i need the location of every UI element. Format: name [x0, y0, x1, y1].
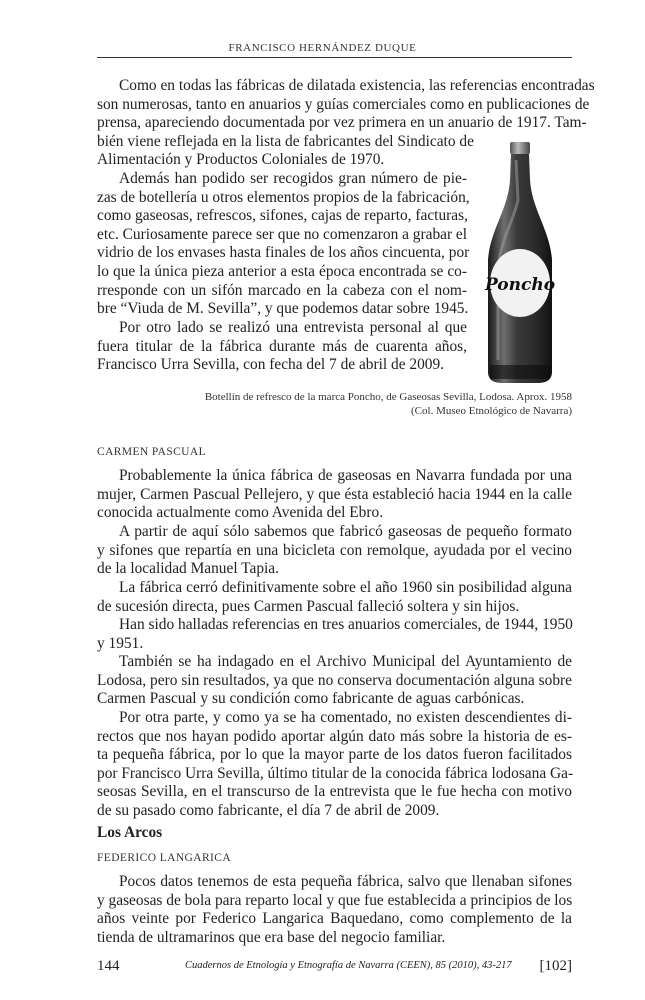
paragraph-line: de su pasado como fabricante, el día 7 de abril de 2009.	[97, 801, 440, 819]
paragraph-line: etc. Curiosamente parece ser que no comenzaron a grabar el	[97, 225, 468, 243]
paragraph-line: como gaseosas, refrescos, sifones, cajas de reparto, facturas,	[97, 207, 468, 225]
paragraph-line: vidrio de los envases hasta finales de los años cincuenta, por	[97, 244, 470, 262]
carmen-paragraph-2	[97, 523, 572, 579]
paragraph-line: bre “Viuda de M. Sevilla”, y que podemos datar sobre 1945.	[97, 300, 469, 318]
paragraph-line: Francisco Urra Sevilla, con fecha del 7 de abril de 2009.	[97, 356, 445, 374]
figure-caption-line-1: Botellín de refresco de la marca Poncho, de Gaseosas Sevilla, Lodosa. Aprox. 1958	[204, 391, 572, 403]
paragraph-line: conocida actualmente como Avenida del Ebro.	[97, 504, 384, 522]
paragraph-line: de la localidad Manuel Tapia.	[97, 560, 279, 578]
paragraph-line: Por otro lado se realizó una entrevista personal al que	[119, 319, 467, 336]
paragraph-line: rectos que nos hayan podido aportar algún dato más sobre la historia de es-	[97, 727, 572, 745]
paragraph-line: son numerosas, tanto en anuarios y guías comerciales como en publicaciones de	[97, 95, 590, 113]
figure-caption-line-2: (Col. Museo Etnológico de Navarra)	[411, 405, 572, 417]
paragraph-line: También se ha indagado en el Archivo Municipal del Ayuntamiento de	[119, 653, 572, 670]
paragraph-line: y sifones que repartía en una bicicleta con remolque, ayudada por el vecino	[97, 541, 572, 559]
paragraph-line: por Francisco Urra Sevilla, último titular de la conocida fábrica lodosana Ga-	[97, 764, 574, 782]
paragraph-line: fuera titular de la fábrica durante más de cuarenta años,	[97, 337, 467, 355]
page-number: 144	[97, 958, 120, 974]
paragraph-line: Probablemente la única fábrica de gaseosas en Navarra fundada por una	[119, 467, 572, 484]
paragraph-line: Lodosa, pero sin resultados, ya que no conserva documentación alguna sobre	[97, 671, 572, 689]
paragraph-line: zas de botellería u otros elementos propios de la fabricación,	[97, 188, 470, 206]
paragraph-line: A partir de aquí sólo sabemos que fabricó gaseosas de pequeño formato	[119, 523, 572, 540]
subheading-federico-langarica: FEDERICO LANGARICA	[97, 852, 232, 864]
running-head: FRANCISCO HERNÁNDEZ DUQUE	[228, 42, 417, 54]
los-arcos-paragraph-1	[97, 873, 572, 947]
section-heading-carmen-pascual: CARMEN PASCUAL	[97, 446, 207, 458]
figure-caption	[172, 390, 572, 418]
paragraph-line: años veinte por Federico Langarica Baquedano, como complemento de la	[97, 910, 572, 928]
paragraph-line: La fábrica cerró definitivamente sobre el año 1960 sin posibilidad alguna	[119, 579, 572, 596]
carmen-paragraph-4	[97, 616, 572, 653]
paragraph-line: y 1951.	[97, 634, 144, 652]
bracketed-page-number: [102]	[539, 958, 572, 974]
carmen-paragraph-6	[97, 709, 572, 821]
paragraph-line: de sucesión directa, pues Carmen Pascual falleció soltera y sin hijos.	[97, 597, 520, 615]
carmen-paragraph-5	[97, 653, 572, 709]
paragraph-line: prensa, apareciendo documentada por vez primera en un anuario de 1917. Tam-	[97, 114, 587, 132]
journal-citation: Cuadernos de Etnología y Etnografía de Navarra (CEEN), 85 (2010), 43-217	[185, 960, 512, 971]
carmen-paragraph-1	[97, 467, 572, 523]
header-rule	[97, 57, 572, 58]
paragraph-line: Han sido halladas referencias en tres anuarios comerciales, de 1944, 1950	[119, 616, 573, 633]
paragraph-line: Carmen Pascual y su condición como fabricante de aguas carbónicas.	[97, 690, 525, 708]
page-footer	[97, 958, 572, 976]
paragraph-line: y gaseosas de bola para reparto local y que fue establecida a principios de los	[97, 891, 573, 909]
paragraph-line: Pocos datos tenemos de esta pequeña fábrica, salvo que llenaban sifones	[119, 873, 572, 890]
paragraph-line: Alimentación y Productos Coloniales de 1970.	[97, 151, 385, 169]
paragraph-line: Además han podido ser recogidos gran número de pie-	[119, 170, 467, 187]
paragraph-line: mujer, Carmen Pascual Pellejero, y que ésta estableció hacia 1944 en la calle	[97, 485, 572, 503]
bottle-cap	[510, 142, 530, 154]
poncho-bottle-photo	[480, 140, 560, 385]
paragraph-line: seosas Sevilla, en el transcurso de la entrevista que le fue hecha con motivo	[97, 783, 572, 801]
paragraph-line: Como en todas las fábricas de dilatada existencia, las referencias encontradas	[119, 77, 595, 94]
section-heading-los-arcos: Los Arcos	[97, 824, 163, 841]
carmen-paragraph-3	[97, 579, 572, 616]
paragraph-line: tienda de ultramarinos que era base del negocio familiar.	[97, 928, 446, 946]
bottle-label-text: Poncho	[484, 275, 556, 295]
paragraph-line: Por otra parte, y como ya se ha comentado, no existen descendientes di-	[119, 709, 572, 726]
paragraph-line: lo que la única pieza anterior a esta época encontrada se co-	[97, 262, 467, 280]
paragraph-line: ta pequeña fábrica, por lo que la mayor parte de los datos fueron facilitados	[97, 746, 572, 764]
paragraph-line: rresponde con un sifón marcado en la cabeza con el nom-	[97, 281, 467, 299]
paragraph-line: bién viene reflejada en la lista de fabricantes del Sindicato de	[97, 132, 474, 150]
